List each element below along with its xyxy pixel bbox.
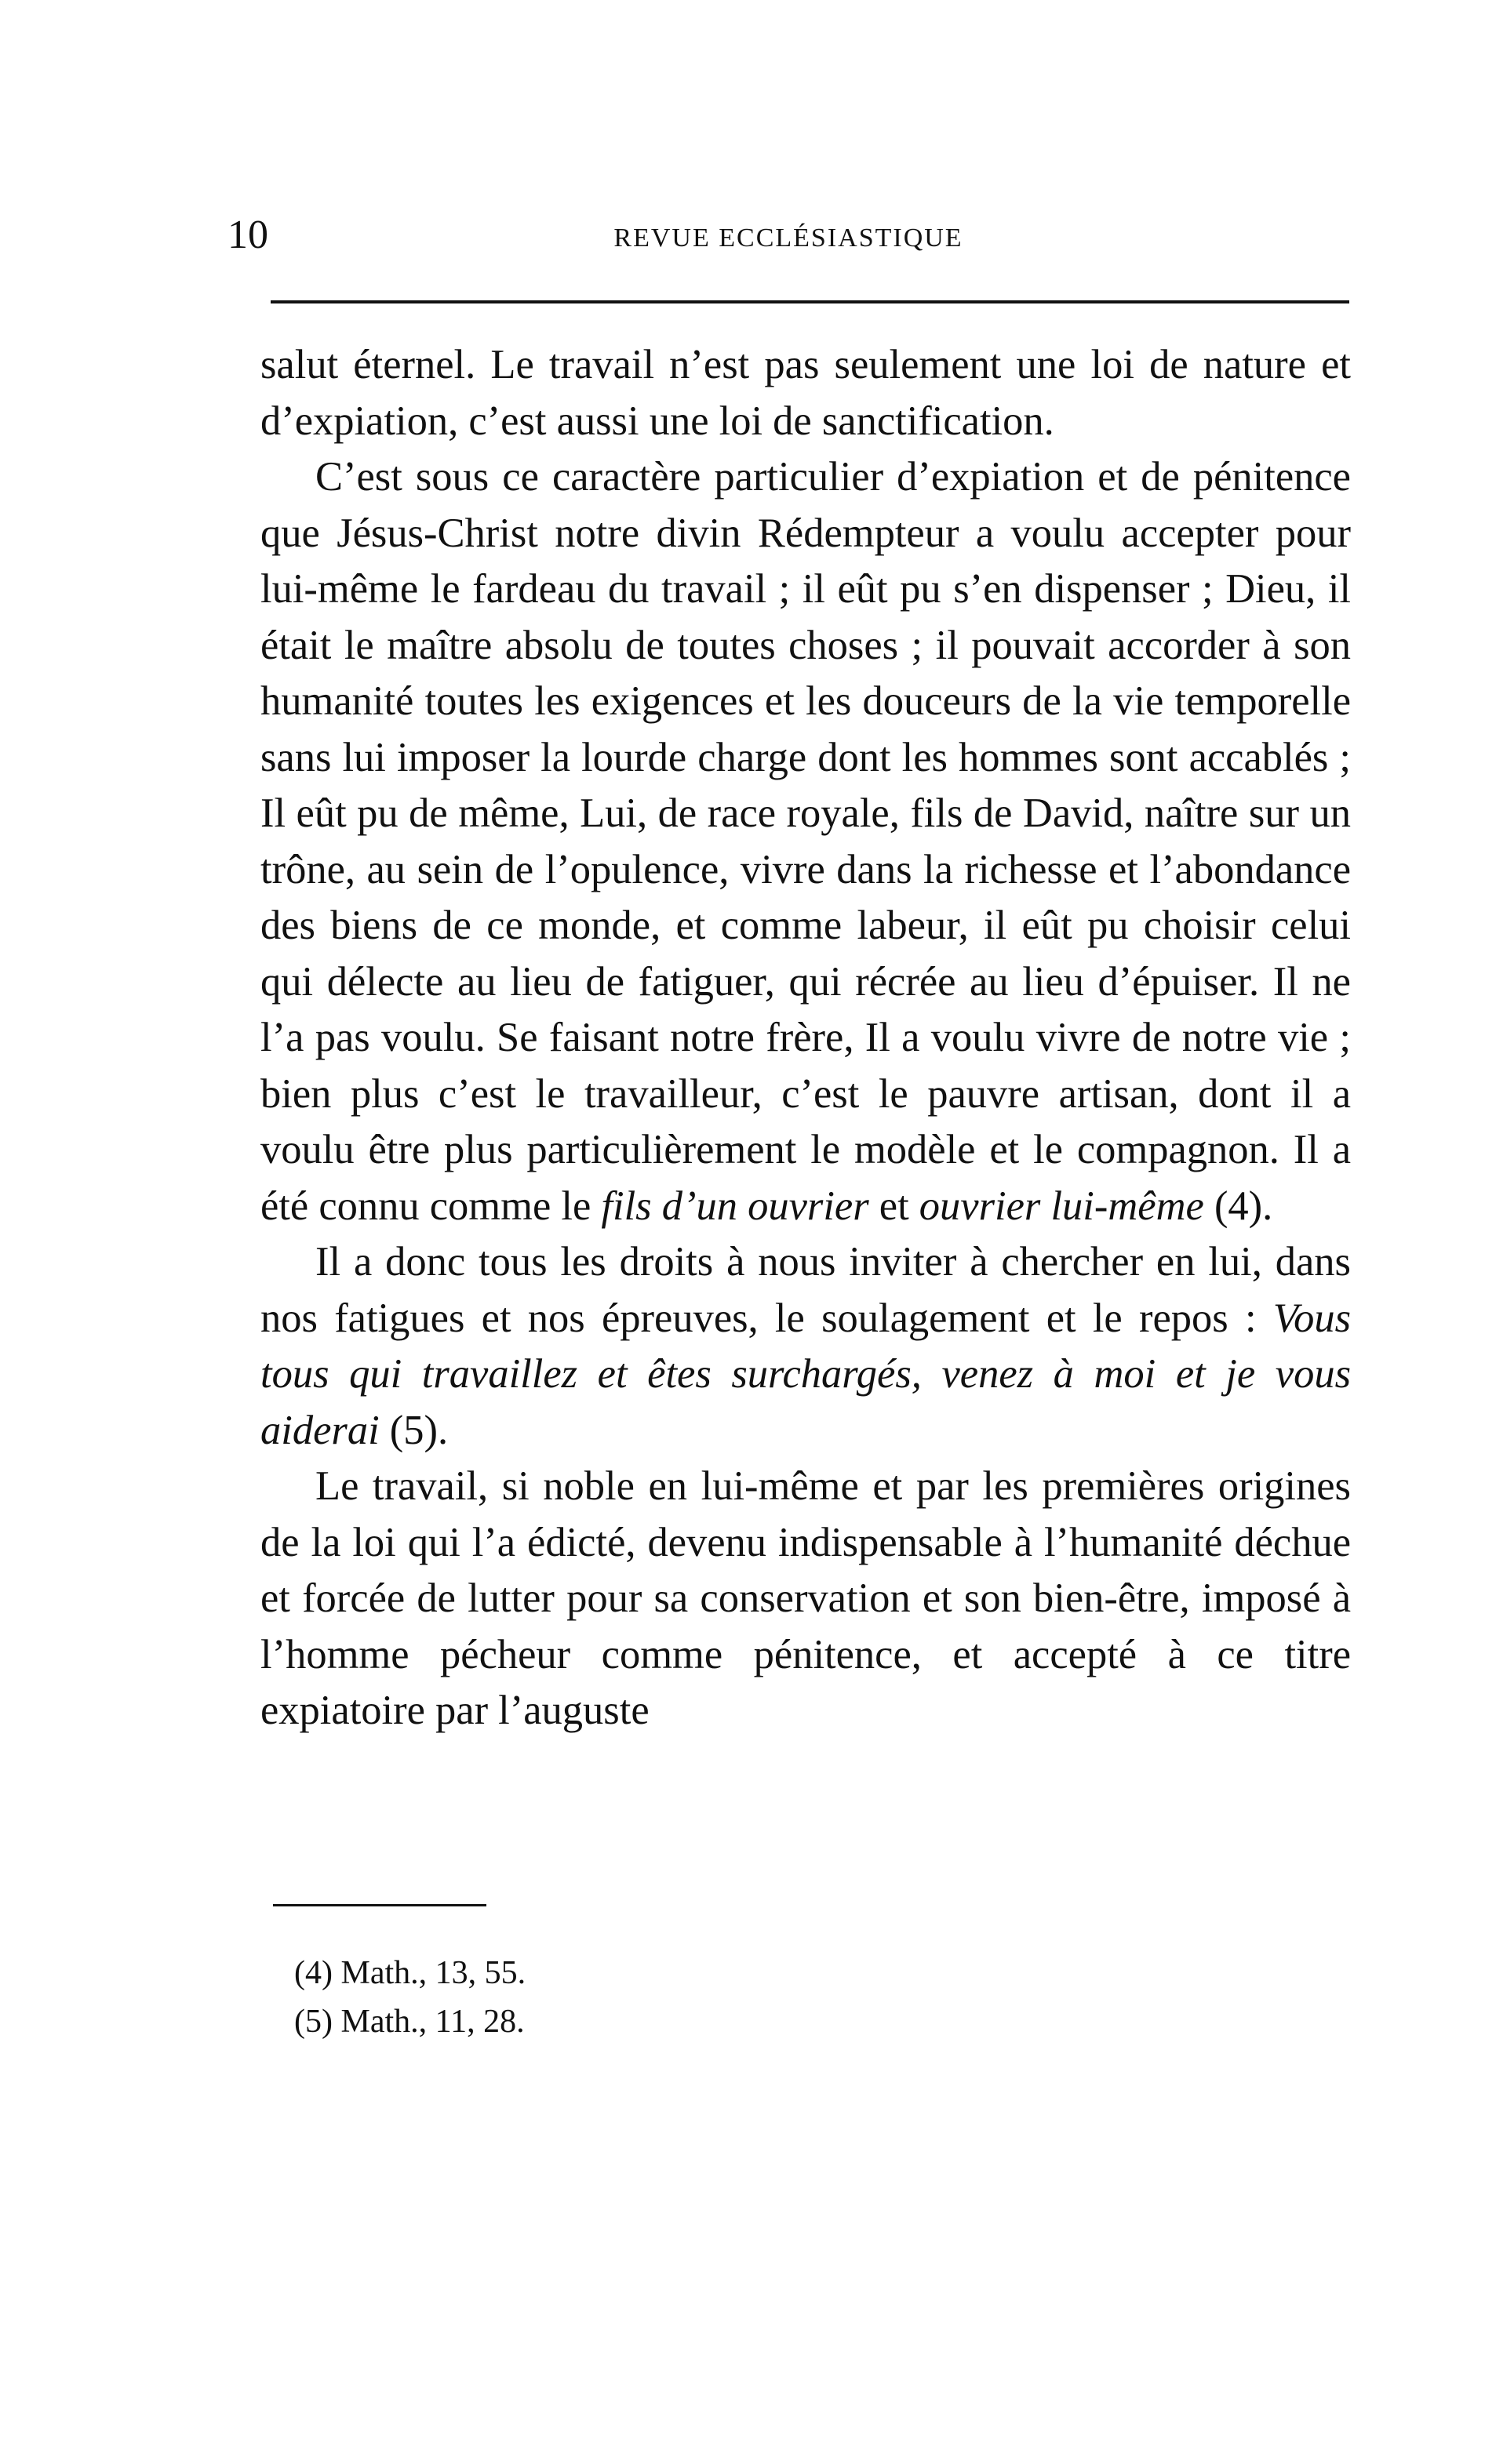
footnote-rule: [273, 1904, 486, 1906]
footnotes: [294, 1949, 526, 2046]
body-text: [260, 337, 1351, 1739]
footnote-5: (5) Math., 11, 28.: [294, 2004, 525, 2040]
footnote-ref-5: (5).: [389, 1407, 449, 1453]
footnote-4: (4) Math., 13, 55.: [294, 1955, 526, 1991]
paragraph-2-italic-1: fils d’un ouvrier: [601, 1183, 869, 1229]
paragraph-1: salut éternel. Le travail n’est pas seulement une loi de nature et d’expiation, c’est aussi une loi de sanctification.: [260, 342, 1351, 444]
running-title: REVUE ECCLÉSIASTIQUE: [613, 224, 963, 253]
paragraph-3-italic: Vous tous qui travaillez et êtes surchargés, venez à moi et je vous aiderai: [260, 1295, 1351, 1453]
header-rule: [271, 300, 1349, 303]
running-header: [227, 212, 1349, 259]
page-number: 10: [227, 213, 268, 257]
paragraph-3: [260, 1234, 1351, 1459]
paragraph-2-mid: et: [879, 1183, 909, 1229]
paragraph-2-italic-2: ouvrier lui-même: [919, 1183, 1204, 1229]
paragraph-4: Le travail, si noble en lui-même et par les premières origines de la loi qui l’a édicté, devenu indispensable à l’humanité déchue et forcée de lutter pour sa conservation et son bien-être, imposé à l’homme pécheur comme pénitence, et accepté à ce titre expiatoire par l’auguste: [260, 1463, 1351, 1733]
footnote-ref-4: (4).: [1214, 1183, 1273, 1229]
paragraph-2-text: C’est sous ce caractère particulier d’expiation et de pénitence que Jésus-Christ notre divin Rédempteur a voulu accepter pour lui-même le fardeau du travail ; il eût pu s’en dispenser ; Dieu, il était le maître absolu de toutes choses ; il pouvait accorder à son humanité toutes les exigences et les douceurs de la vie temporelle sans lui imposer la lourde charge dont les hommes sont accablés ; Il eût pu de même, Lui, de race royale, fils de David, naître sur un trône, au sein de l’opulence, vivre dans la richesse et l’abondance des biens de ce monde, et comme labeur, il eût pu choisir celui qui délecte au lieu de fatiguer, qui récrée au lieu d’épuiser. Il ne l’a pas voulu. Se faisant notre frère, Il a voulu vivre de notre vie ; bien plus c’est le travailleur, c’est le pauvre artisan, dont il a voulu être plus particulièrement le modèle et le compagnon. Il a été connu comme le: [260, 454, 1351, 1229]
paragraph-2: [260, 449, 1351, 1234]
paragraph-3-text: Il a donc tous les droits à nous inviter à chercher en lui, dans nos fatigues et nos épreuves, le soulagement et le repos :: [260, 1239, 1351, 1341]
